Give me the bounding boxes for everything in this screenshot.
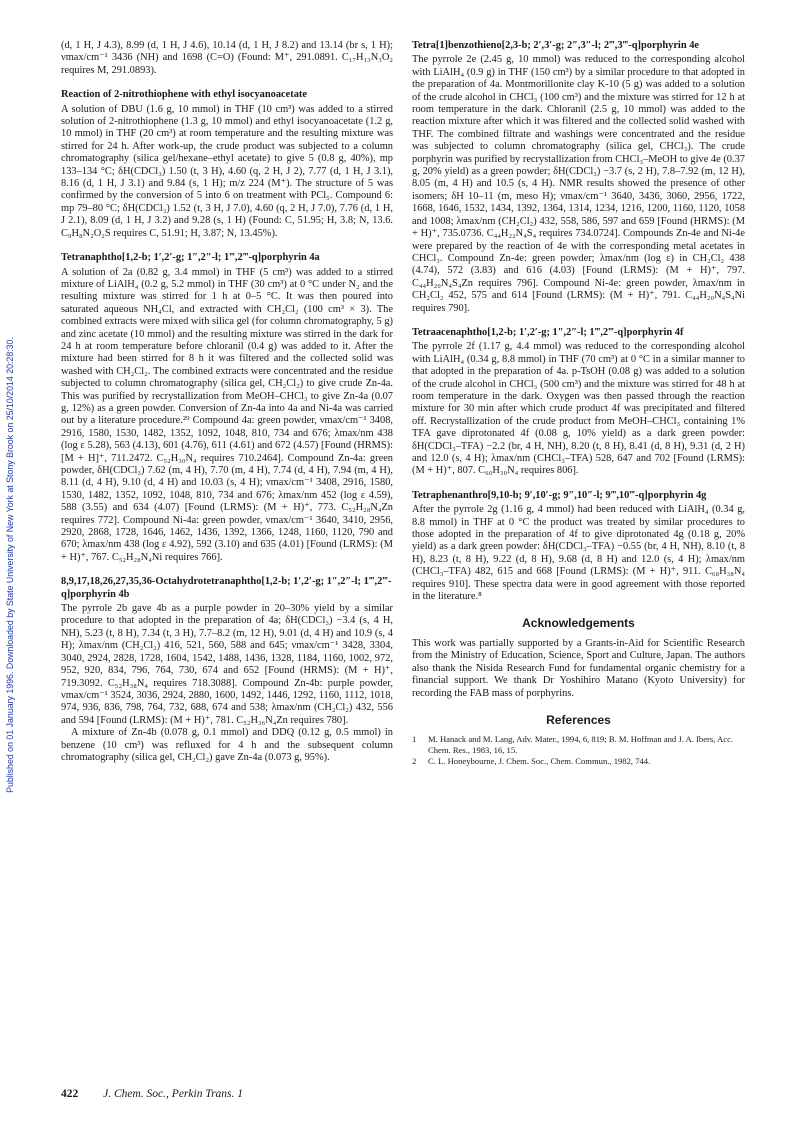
- paragraph-text: After the pyrrole 2g (1.16 g, 4 mmol) had been reduced with LiAlH₄ (0.34 g, 8.8 mmol) in THF at 0 °C the product was treated by similar procedures to those adopted in the preparation of 4f to give diprotonated 4g (0.18 g, 20% yield) as a dark green powder: δH(CDCl₃–TFA) −0.55 (br, 4 H, NH), 8.10 (t, 8 H), 8.23 (t, 8 H), 9.22 (d, 8 H), 9.68 (d, 8 H) and 12.0 (s, 4 H); λmax/nm (CHCl₃–TFA) 482, 615 and 668 [Found (LRMS): (M + H)⁺, 911. C₆₈H₃₈N₄ requires 910]. These spectra data were in good agreement with those reported in the literature.⁸: [412, 504, 745, 603]
- section-porphyrin-4a: [61, 252, 393, 564]
- left-column: [61, 40, 393, 776]
- reference-item: [412, 756, 745, 767]
- section-porphyrin-4b: [61, 576, 393, 764]
- acknowledgements-heading: Acknowledgements: [522, 616, 635, 631]
- reference-number: 1: [412, 734, 417, 745]
- section-heading: Tetra[1]benzothieno[2,3-b; 2′,3′-g; 2″,3″-l; 2‴,3‴-q]porphyrin 4e: [412, 40, 700, 51]
- section-heading: Tetraacenaphtho[1,2-b; 1′,2′-g; 1″,2″-l; 1‴,2‴-q]porphyrin 4f: [412, 326, 684, 338]
- reference-item: [412, 734, 745, 755]
- page-footer: [61, 1088, 243, 1100]
- reference-list: [412, 734, 745, 766]
- reference-text: C. L. Honeybourne, J. Chem. Soc., Chem. Commun., 1982, 744.: [428, 755, 651, 766]
- paragraph-text: A mixture of Zn-4b (0.078 g, 0.1 mmol) and DDQ (0.12 g, 0.5 mmol) in benzene (10 cm³) was refluxed for 4 h and the subsequent column chromatography (silica gel, CH₂Cl₂) gave Zn-4a (0.073 g, 95%).: [61, 727, 393, 763]
- section-porphyrin-4f: [412, 327, 745, 478]
- section-heading: Reaction of 2-nitrothiophene with ethyl isocyanoacetate: [61, 89, 307, 101]
- paragraph-text: The pyrrole 2f (1.17 g, 4.4 mmol) was reduced to the corresponding alcohol with LiAlH₄ (0.34 g, 8.8 mmol) in THF (70 cm³) at 0 °C in a similar manner to that adopted in the preparation of 4a. p-TsOH (0.08 g) was added to a solution of the crude alcohol in CHCl₃ (500 cm³) and the mixture was stirred for 48 h at room temperature in the dark. Oxygen was then passed through the reaction mixture for 30 min after which crude product 4f was precipitated and filtered off. Recrystallization of the crude product from MeOH–CHCl₃ containing 1% TFA gave diprotonated 4f (0.08 g, 10% yield) as a dark green powder: δH(CDCl₃–TFA) −2.2 (br, 4 H, NH), 8.20 (t, 8 H), 8.41 (d, 8 H), 9.31 (d, 2 H) and 12.0 (s, 4 H); λmax/nm (CHCl₃–TFA) 528, 647 and 702 [Found (LRMS): (M + H)⁺, 807. C₆₀H₃₀N₄ requires 806].: [412, 341, 745, 477]
- section-heading: Tetraphenanthro[9,10-b; 9′,10′-g; 9″,10″-l; 9‴,10‴-q]porphyrin 4g: [412, 489, 707, 501]
- section-porphyrin-4e: [412, 40, 745, 315]
- reference-text: M. Hanack and M. Lang, Adv. Mater., 1994, 6, 819; B. M. Hoffman and J. A. Ibers, Acc. Chem. Res., 1983, 16, 15.: [428, 734, 734, 755]
- right-column: [412, 40, 745, 766]
- continued-paragraph: [61, 40, 393, 77]
- section-heading: 8,9,17,18,26,27,35,36-Octahydrotetranaphtho[1,2-b; 1′,2′-g; 1″,2″-l; 1‴,2‴-q]porphyrin 4b: [61, 576, 392, 600]
- journal-name: J. Chem. Soc., Perkin Trans. 1: [103, 1088, 244, 1100]
- references-heading: References: [546, 712, 611, 727]
- paragraph-text: The pyrrole 2e (2.45 g, 10 mmol) was reduced to the corresponding alcohol with LiAlH₄ (0.9 g) in THF (150 cm³) by a similar procedure to that adopted in the preparation of 4a. Montmorillonite clay K-10 (5 g) was added to a solution of the crude alcohol in CHCl₃ (100 cm³) and the mixture was stirred for 12 h at room temperature in the dark. Chloranil (2.5 g, 10 mmol) was added to the reaction mixture after which it was filtered and the collected solid washed with THF. The combined filtrate and washings were concentrated and the residue was subjected to column chromatography (silica gel, CHCl₃). The crude porphyrin was purified by recrystallization from CHCl₃–MeOH to give 4e (0.37 g, 20% yield) as a green powder; δH(CDCl₃) −3.7 (s, 2 H), 7.8–7.92 (m, 12 H), 8.05 (m, 4 H) and 10.5 (s, 4 H). NMR results showed the presence of other isomers; δH 10–11 (m, meso H); νmax/cm⁻¹ 3640, 3436, 3060, 2956, 1722, 1668, 1646, 1532, 1434, 1392, 1364, 1314, 1234, 1216, 1200, 1160, 1120, 1058 and 1008; λmax/nm (CH₂Cl₂) 432, 558, 586, 597 and 659 [Found (HRMS): (M + H)⁺, 735.0736. C₄₄H₂₂N₄S₄ requires 734.0724]. Compounds Zn-4e and Ni-4e were prepared by the reaction of 4e with the corresponding metal acetates in CHCl₃. Compound Zn-4e: green powder; λmax/nm (log ε) in CH₂Cl₂ 438 (4.74), 572 (3.83) and 616 (4.03) [Found (LRMS): (M + H)⁺, 797. C₄₄H₂₀N₄S₄Zn requires 796]. Compound Ni-4e: green powder, λmax/nm in CH₂Cl₂ 452, 575 and 614 [Found (LRMS): (M + H)⁺, 791. C₄₄H₂₀N₄S₄Ni requires 790].: [412, 54, 745, 314]
- download-watermark-text: Published on 01 January 1996. Downloaded by State University of New York at Stony Brook on 25/10/2014 20:28:30.: [5, 337, 15, 793]
- reference-number: 2: [412, 755, 417, 766]
- paragraph-text: A solution of 2a (0.82 g, 3.4 mmol) in THF (5 cm³) was added to a stirred mixture of LiAlH₄ (0.2 g, 5.2 mmol) in THF (30 cm³) at 0 °C under N₂ and the resulting mixture was stirred for 1 h at 0–5 °C. It was then poured into saturated aqueous NH₄Cl, and extracted with CH₂Cl₂ (100 cm³ × 3). The combined extracts were mixed with silica gel (for column chromatography, 5 g) and zinc acetate (10 mmol) and the resulting mixture was stirred in the dark for 24 h at room temperature before chloranil (0.4 g) was added to it. After the mixture had been stirred for 8 h it was filtered and the collected solid was washed with CH₂Cl₂. The combined extracts were concentrated and the residue subjected to column chromatography (silica gel, CH₂Cl₂) to give crude Zn-4a. This was purified by recrystallization from MeOH–CHCl₃ to give Zn-4a (0.07 g, 12%) as a green powder. Conversion of Zn-4a into 4a and Ni-4a was carried out by a literature procedure.²⁹ Compound 4a: green powder, νmax/cm⁻¹ 3408, 2916, 1580, 1530, 1482, 1352, 1092, 1048, 810, 734 and 676; λmax/nm 438 (log ε 5.28), 563 (4.13), 601 (4.76), 611 (4.61) and 672 (4.57) [Found (HRMS): [M + H]⁺, 711.2472. C₅₂H₃₀N₄ requires 710.2464]. Compound Zn-4a: green powder, δH(CDCl₃) 7.62 (m, 4 H), 7.70 (m, 4 H), 7.74 (d, 4 H), 7.94 (m, 4 H), 8.11 (d, 4 H), 9.10 (d, 4 H) and 10.03 (s, 4 H); νmax/cm⁻¹ 3408, 2916, 1580, 1530, 1482, 1352, 1092, 1048, 810, 734 and 676; λmax/nm 452 (log ε 4.59), 588 (3.55) and 634 (4.07) [Found (LRMS): (M + H)⁺, 773. C₅₂H₂₈N₄Zn requires 772]. Compound Ni-4a: green powder, νmax/cm⁻¹ 3640, 3410, 2956, 2920, 2868, 1728, 1646, 1462, 1436, 1392, 1366, 1248, 1160, 1120, 790 and 670; λmax/nm 438 (log ε 4.92), 592 (3.10) and 635 (4.01) [Found (LRMS): (M + H)⁺, 767. C₅₂H₂₈N₄Ni requires 766].: [61, 266, 393, 563]
- paragraph-text: A solution of DBU (1.6 g, 10 mmol) in THF (10 cm³) was added to a stirred solution of 2-nitrothiophene (1.3 g, 10 mmol) and ethyl isocyanoacetate (1.2 g, 10 mmol) in THF (20 cm³) at room temperature and the resulting mixture was stirred for 24 h. After work-up, the crude product was subjected to a column chromatography (silica gel/hexane–ethyl acetate) to give 5 (0.8 g, 40%), mp 133–134 °C; δH(CDCl₃) 1.50 (t, 3 H), 4.60 (q, 2 H, J 2), 7.77 (d, 1 H, J 3.1), 8.16 (d, 1 H, J 3.1) and 9.84 (s, 1 H); m/z 224 (M⁺). The structure of 5 was confirmed by the conversion of 5 into 6 on treatment with PCl₅. Compound 6: mp 79–80 °C; δH(CDCl₃) 1.52 (t, 3 H, J 7.0), 4.60 (q, 2 H, J 7.0), 7.76 (d, 1 H, J 2.1), 8.09 (d, 1 H, J 3.2) and 9.28 (s, 1 H) (Found: C, 51.95; H, 3.8; N, 13.6. C₉H₈N₂O₂S requires C, 51.91; H, 3.87; N, 13.45%).: [61, 103, 393, 239]
- section-nitrothiophene: [61, 89, 393, 240]
- download-watermark: [0, 0, 20, 1128]
- paragraph-text: The pyrrole 2b gave 4b as a purple powder in 20–30% yield by a similar procedure to that adopted in the preparation of 4a; δH(CDCl₃) −3.4 (s, 4 H, NH), 5.23 (t, 8 H), 7.34 (t, 3 H), 7.7–8.2 (m, 12 H), 9.01 (d, 4 H) and 10.9 (s, 4 H); λmax/nm (CH₂Cl₂) 416, 521, 560, 588 and 645; νmax/cm⁻¹ 3428, 3304, 3040, 2924, 2828, 1728, 1604, 1542, 1488, 1436, 1328, 1184, 1160, 1002, 972, 952, 920, 834, 796, 764, 730, 674 and 652 [Found (HRMS): (M + H)⁺, 719.3092. C₅₂H₃₈N₄ requires 718.3088]. Compound Zn-4b: purple powder, νmax/cm⁻¹ 3524, 3036, 2924, 2880, 1600, 1492, 1446, 1292, 1160, 1112, 1018, 974, 936, 836, 798, 764, 732, 688, 674 and 538; λmax/nm (CH₂Cl₂) 432, 556 and 594 [Found (LRMS): (M + H)⁺, 781. C₅₂H₃₆N₄Zn requires 780].: [61, 603, 393, 726]
- section-porphyrin-4g: [412, 490, 745, 604]
- section-heading: Tetranaphtho[1,2-b; 1′,2′-g; 1″,2″-l; 1‴,2‴-q]porphyrin 4a: [61, 252, 320, 264]
- acknowledgements-text: This work was partially supported by a Grants-in-Aid for Scientific Research from the Ministry of Education, Science, Sport and Culture, Japan. The authors also thank the Nisida Research Fund for fundamental organic chemistry for a financial support. We thank Dr Yoshihiro Matano (Kyoto University) for recording the FAB mass of porphyrins.: [412, 637, 745, 699]
- paragraph-text: (d, 1 H, J 4.3), 8.99 (d, 1 H, J 4.6), 10.14 (d, 1 H, J 8.2) and 13.14 (br s, 1 H); νmax/cm⁻¹ 3436 (NH) and 1698 (C=O) (Found: M⁺, 291.0891. C₁₇H₁₃N₃O₂ requires M, 291.0893).: [61, 40, 393, 76]
- page-number: 422: [61, 1088, 79, 1100]
